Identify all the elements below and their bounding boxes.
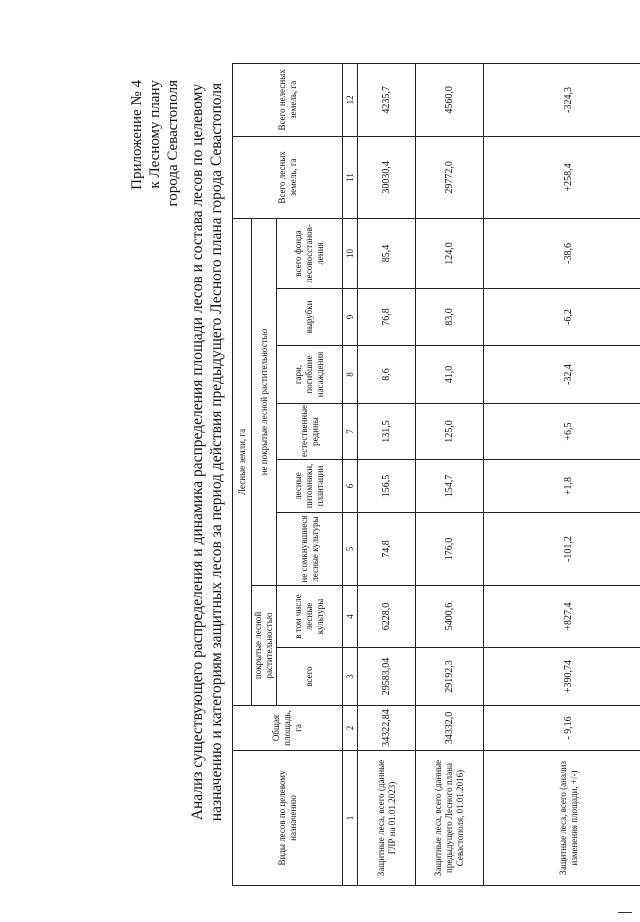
cell-clearings: -6,2 (484, 289, 640, 346)
header-clearings: вырубки (277, 289, 343, 346)
appendix-line-1: Приложение № 4 (129, 80, 145, 190)
header-reforestation-fund: всего фонда лесовосстанов-ления (277, 218, 343, 288)
column-number: 8 (343, 346, 358, 404)
column-number: 10 (343, 218, 358, 288)
cell-forest-total: 29772,0 (416, 136, 484, 218)
cell-nonforest-total: 4235,7 (358, 63, 416, 136)
cell-covered-total: +390,74 (484, 648, 640, 706)
column-number: 9 (343, 289, 358, 346)
cell-not-closed: -101,2 (484, 513, 640, 586)
column-number: 2 (343, 706, 358, 751)
header-kind: Виды лесов по целевому назначению (233, 751, 343, 886)
cell-covered-total: 29583,04 (358, 648, 416, 706)
cell-covered-cultures: +827,4 (484, 586, 640, 648)
header-burned: гари, погибшие насаждения (277, 346, 343, 404)
document-title (188, 72, 226, 832)
cell-covered-total: 29192,3 (416, 648, 484, 706)
row-label: Защитные леса, всего (анализ изменения площади, +/-) (484, 751, 640, 886)
header-forest-lands: Лесные земли, га (233, 218, 252, 705)
cell-reforestation-fund: -38,6 (484, 218, 640, 288)
header-nurseries: лесные питомники, плантации (277, 460, 343, 513)
header-covered: покрытые лесной растительностью (252, 586, 277, 706)
header-forest-total: Всего лесных земель, га (233, 136, 343, 218)
header-sparse: естественные редины (277, 404, 343, 460)
title-line-2: назначению и категориям защитных лесов за период действия предыдущего Лесного плана города Севастополя (208, 82, 225, 822)
column-number: 1 (343, 751, 358, 886)
header-not-closed: не сомкнувшиеся лесные культуры (277, 513, 343, 586)
cell-clearings: 76,8 (358, 289, 416, 346)
header-nonforest-total: Всего нелесных земель, га (233, 63, 343, 136)
row-label: Защитные леса, всего (данные ГЛР на 01.01.2023) (358, 751, 416, 886)
column-number: 7 (343, 404, 358, 460)
column-number: 3 (343, 648, 358, 706)
table-row (358, 63, 416, 885)
row-label: Защитные леса, всего (данные предыдущего Лесного плана Севастополя, 01.01.2016) (416, 751, 484, 886)
cell-burned: -32,4 (484, 346, 640, 404)
scan-mark (618, 912, 632, 913)
header-total-area: Общая площадь, га (233, 706, 343, 751)
cell-reforestation-fund: 85,4 (358, 218, 416, 288)
cell-sparse: 131,5 (358, 404, 416, 460)
column-number: 4 (343, 586, 358, 648)
cell-total-area: 34332,0 (416, 706, 484, 751)
header-covered-cultures: в том числе лесные культуры (277, 586, 343, 648)
cell-sparse: 125,0 (416, 404, 484, 460)
header-covered-total: всего (277, 648, 343, 706)
title-line-1: Анализ существующего распределения и динамика распределения площади лесов и состава лесов по целевому (189, 83, 206, 821)
column-number: 11 (343, 136, 358, 218)
column-number: 6 (343, 460, 358, 513)
table-row (416, 63, 484, 885)
cell-burned: 41,0 (416, 346, 484, 404)
cell-nurseries: +1,8 (484, 460, 640, 513)
appendix-line-3: города Севастополя (165, 80, 181, 207)
cell-forest-total: 30030,4 (358, 136, 416, 218)
cell-clearings: 83,0 (416, 289, 484, 346)
appendix-line-2: к Лесному плану (147, 80, 163, 189)
cell-nurseries: 154,7 (416, 460, 484, 513)
cell-nurseries: 156,5 (358, 460, 416, 513)
appendix-note (128, 80, 182, 922)
cell-nonforest-total: -324,3 (484, 63, 640, 136)
cell-nonforest-total: 4560,0 (416, 63, 484, 136)
cell-burned: 8,6 (358, 346, 416, 404)
cell-covered-cultures: 6228,0 (358, 586, 416, 648)
cell-total-area: - 9,16 (484, 706, 640, 751)
cell-total-area: 34322,84 (358, 706, 416, 751)
cell-sparse: +6,5 (484, 404, 640, 460)
header-not-covered: не покрытые лесной растительностью (252, 218, 277, 585)
table-row (484, 63, 640, 885)
forest-distribution-table (232, 63, 640, 886)
column-number-row (343, 63, 358, 885)
column-number: 5 (343, 513, 358, 586)
cell-not-closed: 176,0 (416, 513, 484, 586)
column-number: 12 (343, 63, 358, 136)
cell-forest-total: +258,4 (484, 136, 640, 218)
cell-not-closed: 74,8 (358, 513, 416, 586)
cell-covered-cultures: 5400,6 (416, 586, 484, 648)
cell-reforestation-fund: 124,0 (416, 218, 484, 288)
